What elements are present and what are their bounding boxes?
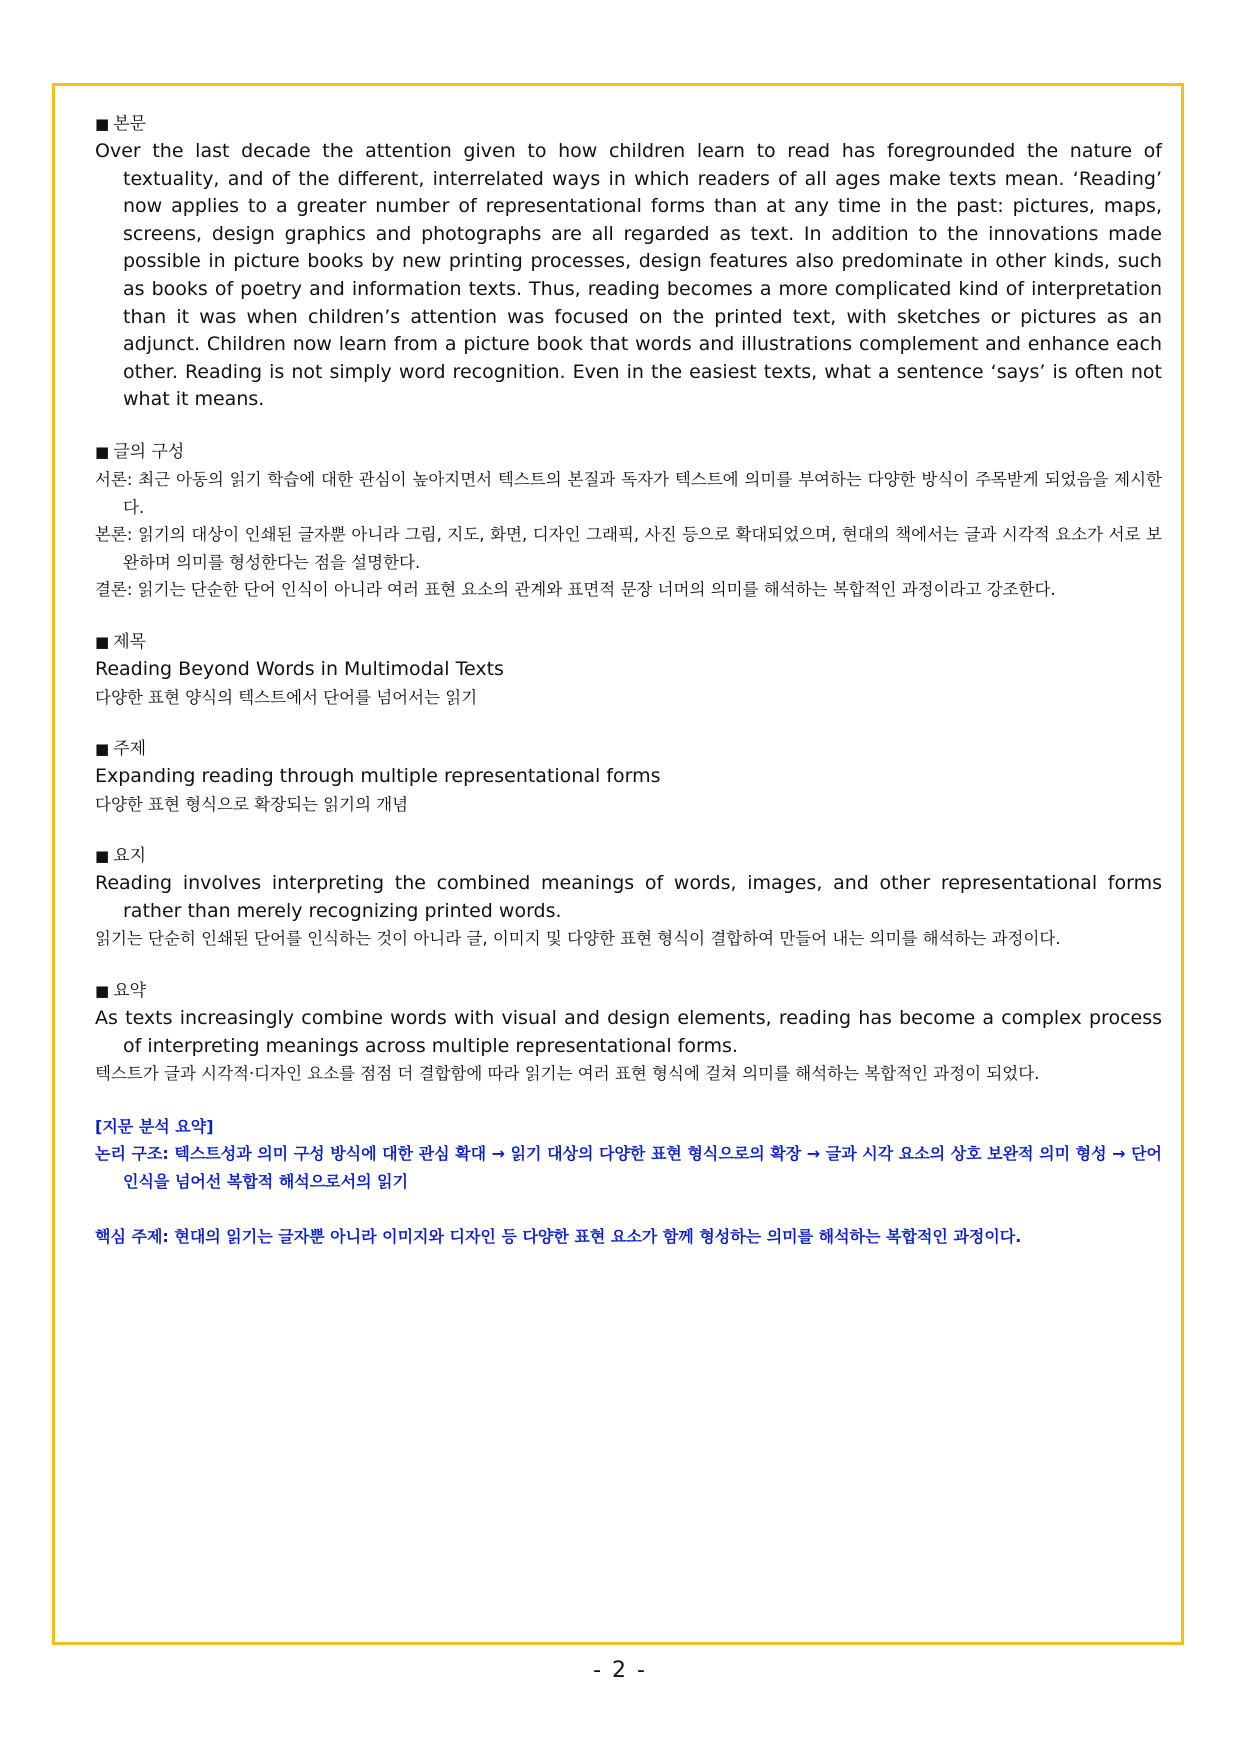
- page-content: [95, 111, 1162, 1250]
- title-korean: 다양한 표현 양식의 텍스트에서 단어를 넘어서는 읽기: [95, 687, 478, 707]
- spacer: [95, 1196, 1162, 1223]
- section-heading: ■ 본문: [95, 114, 147, 134]
- black-square-icon: ■: [95, 632, 110, 651]
- page-frame: [52, 83, 1184, 1645]
- section-body: [95, 111, 1162, 414]
- structure-main: 본론: 읽기의 대상이 인쇄된 글자뿐 아니라 그림, 지도, 화면, 디자인 그래픽, 사진 등으로 확대되었으며, 현대의 책에서는 글과 시각적 요소가 서로 보완하며 의미를 형성한다는 점을 설명한다.: [95, 525, 1162, 572]
- section-heading: ■ 제목: [95, 631, 147, 652]
- gist-english: Reading involves interpreting the combined meanings of words, images, and other representational forms rather than merely recognizing printed words.: [95, 872, 1162, 922]
- analysis-logic: 논리 구조: 텍스트성과 의미 구성 방식에 대한 관심 확대 → 읽기 대상의 다양한 표현 형식으로의 확장 → 글과 시각 요소의 상호 보완적 의미 형성 → 단어 인식을 넘어선 복합적 해석으로서의 읽기: [95, 1144, 1162, 1192]
- analysis-summary: [95, 1113, 1162, 1250]
- black-square-icon: ■: [95, 442, 110, 461]
- title-english: Reading Beyond Words in Multimodal Texts: [95, 657, 504, 680]
- page-number: - 2 -: [593, 1658, 647, 1683]
- section-gist: [95, 843, 1162, 953]
- theme-korean: 다양한 표현 형식으로 확장되는 읽기의 개념: [95, 794, 409, 814]
- black-square-icon: ■: [95, 847, 110, 866]
- section-title: [95, 629, 1162, 711]
- theme-english: Expanding reading through multiple representational forms: [95, 765, 661, 788]
- structure-intro: 서론: 최근 아동의 읽기 학습에 대한 관심이 높아지면서 텍스트의 본질과 독자가 텍스트에 의미를 부여하는 다양한 방식이 주목받게 되었음을 제시한다.: [95, 469, 1162, 517]
- section-heading: ■ 글의 구성: [95, 441, 185, 462]
- section-summary: [95, 978, 1162, 1088]
- section-theme: [95, 736, 1162, 818]
- section-heading: ■ 요지: [95, 846, 147, 867]
- structure-conclusion: 결론: 읽기는 단순한 단어 인식이 아니라 여러 표현 요소의 관계와 표면적 문장 너머의 의미를 해석하는 복합적인 과정이라고 강조한다.: [95, 580, 1056, 600]
- gist-korean: 읽기는 단순히 인쇄된 단어를 인식하는 것이 아니라 글, 이미지 및 다양한 표현 형식이 결합하여 만들어 내는 의미를 해석하는 과정이다.: [95, 929, 1061, 949]
- black-square-icon: ■: [95, 115, 110, 133]
- black-square-icon: ■: [95, 982, 110, 1001]
- summary-korean: 텍스트가 글과 시각적·디자인 요소를 점점 더 결합함에 따라 읽기는 여러 표현 형식에 걸쳐 의미를 해석하는 복합적인 과정이 되었다.: [95, 1064, 1040, 1084]
- section-structure: [95, 439, 1162, 604]
- body-paragraph: Over the last decade the attention given to how children learn to read has foregrounded the nature of textuality, and of the different, interrelated ways in which readers of all ages make texts mean. ‘Reading’ now applies to a greater number of representational forms than at any time in the past: pictures, maps, screens, design graphics and photographs are all regarded as text. In addition to the innovations made possible in picture books by new printing processes, design features also predominate in other kinds, such as books of poetry and information texts. Thus, reading becomes a more complicated kind of interpretation than it was when children’s attention was focused on the printed text, with sketches or pictures as an adjunct. Children now learn from a picture book that words and illustrations complement and enhance each other. Reading is not simply word recognition. Even in the easiest texts, what a sentence ‘says’ is often not what it means.: [95, 140, 1162, 411]
- section-heading: ■ 요약: [95, 981, 147, 1002]
- analysis-label: [지문 분석 요약]: [95, 1116, 214, 1136]
- black-square-icon: ■: [95, 740, 110, 759]
- summary-english: As texts increasingly combine words with visual and design elements, reading has become a complex process of interpreting meanings across multiple representational forms.: [95, 1007, 1162, 1057]
- analysis-core: 핵심 주제: 현대의 읽기는 글자뿐 아니라 이미지와 디자인 등 다양한 표현 요소가 함께 형성하는 의미를 해석하는 복합적인 과정이다.: [95, 1226, 1022, 1246]
- section-heading: ■ 주제: [95, 739, 147, 760]
